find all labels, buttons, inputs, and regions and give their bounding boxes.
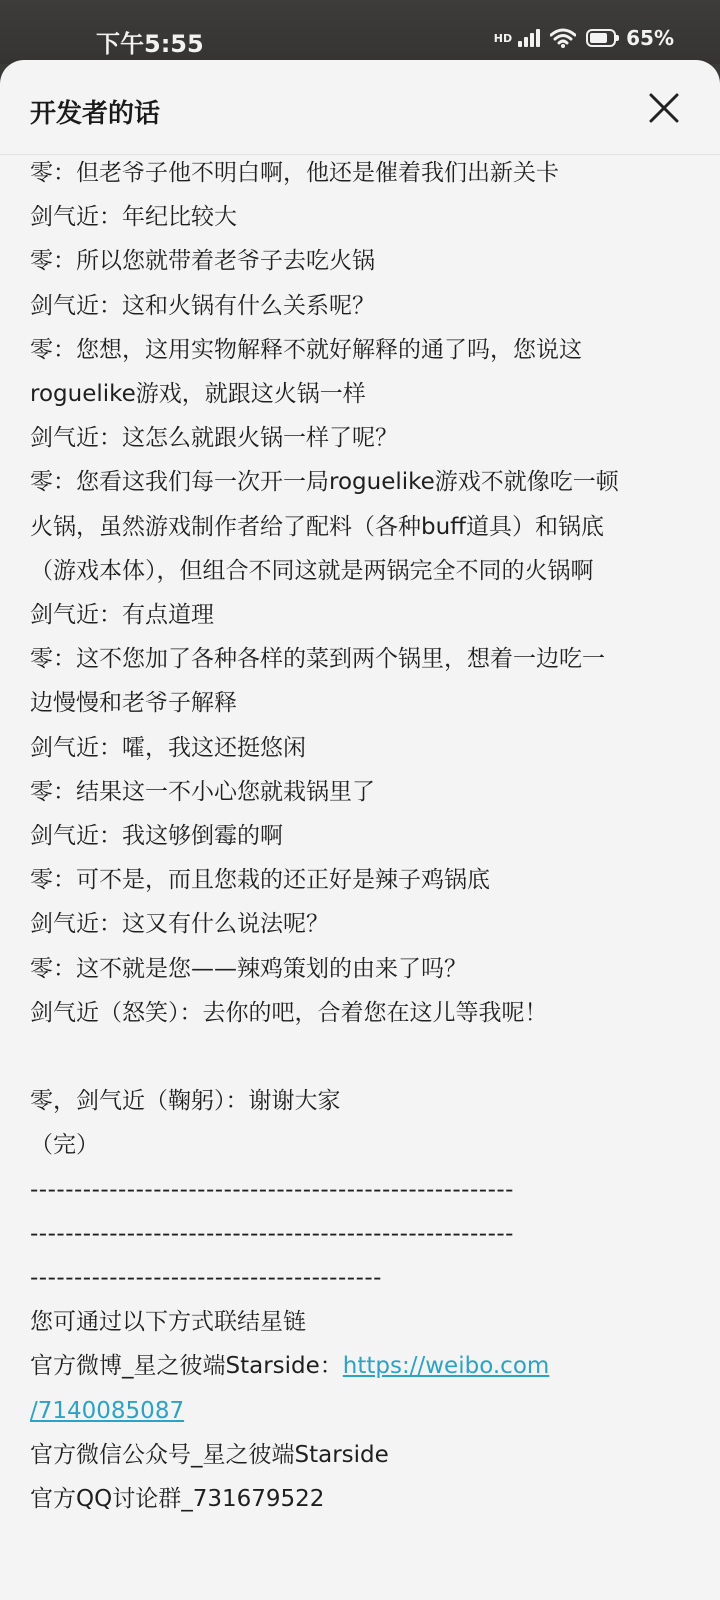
contact-intro: 您可通过以下方式联结星链: [30, 1309, 306, 1336]
dash-line: -------------------------------------------------------: [30, 1176, 514, 1203]
dialogue-line: 零，剑气近（鞠躬）：谢谢大家: [30, 1088, 341, 1115]
status-bar: [0, 0, 720, 64]
close-button[interactable]: [644, 88, 684, 128]
dialogue-line: 剑气近：这和火锅有什么关系呢？: [30, 292, 375, 319]
dialogue-line: 剑气近：这怎么就跟火锅一样了呢？: [30, 425, 398, 452]
dialogue-line: 剑气近：这又有什么说法呢？: [30, 911, 329, 938]
dialogue-line: 剑气近：有点道理: [30, 602, 214, 629]
dialogue-line: （游戏本体），但组合不同这就是两锅完全不同的火锅啊: [30, 557, 594, 584]
dash-line: ----------------------------------------: [30, 1265, 382, 1292]
wechat-info: 官方微信公众号_星之彼端Starside: [30, 1441, 389, 1468]
dialogue-line: 剑气近：嚯，我这还挺悠闲: [30, 734, 306, 761]
dialogue-line: 零：结果这一不小心您就栽锅里了: [30, 778, 375, 805]
dialogue-text: [30, 151, 700, 1168]
sheet-header: [0, 60, 720, 155]
wifi-icon: [550, 28, 576, 48]
dialogue-line: 零：可不是，而且您栽的还正好是辣子鸡锅底: [30, 867, 490, 894]
battery-icon: [586, 29, 616, 47]
dialogue-line: 零：这不您加了各种各样的菜到两个锅里，想着一边吃一: [30, 646, 605, 673]
hd-indicator: HD: [493, 31, 513, 45]
qq-group-info: 官方QQ讨论群_731679522: [30, 1486, 325, 1513]
dialogue-line: 剑气近（怒笑）：去你的吧，合着您在这儿等我呢！: [30, 999, 548, 1026]
dialogue-line: 剑气近：我这够倒霉的啊: [30, 823, 283, 850]
dialogue-line: （完）: [30, 1132, 99, 1159]
notes-content: [30, 151, 700, 1521]
weibo-label: 官方微博_星之彼端Starside：: [30, 1353, 343, 1380]
weibo-link[interactable]: https://weibo.com: [342, 1353, 550, 1380]
dialogue-line: 剑气近：年纪比较大: [30, 204, 237, 231]
status-icons: [494, 24, 674, 52]
divider-dashes: [30, 1168, 700, 1301]
dialogue-line: 零：您看这我们每一次开一局roguelike游戏不就像吃一顿: [30, 469, 619, 496]
signal-icon: [518, 29, 540, 47]
weibo-row: [30, 1344, 700, 1388]
sheet-title: 开发者的话: [30, 99, 161, 129]
dash-line: -------------------------------------------------------: [30, 1220, 514, 1247]
weibo-row-continued: [30, 1389, 700, 1433]
dialogue-line: 零：您想，这用实物解释不就好解释的通了吗，您说这: [30, 336, 582, 363]
dialogue-line: 零：这不就是您——辣鸡策划的由来了吗？: [30, 955, 467, 982]
dialogue-line: 零：所以您就带着老爷子去吃火锅: [30, 248, 375, 275]
dialogue-line: 零：但老爷子他不明白啊，他还是催着我们出新关卡: [30, 160, 559, 186]
weibo-link-continued[interactable]: /7140085087: [30, 1397, 185, 1424]
close-icon: [644, 88, 684, 128]
developer-notes-sheet: [0, 60, 720, 1600]
dialogue-line: roguelike游戏，就跟这火锅一样: [30, 381, 366, 408]
dialogue-line: 火锅，虽然游戏制作者给了配料（各种buff道具）和锅底: [30, 513, 605, 540]
status-time: 下午5:55: [96, 30, 204, 58]
battery-percent: 65%: [626, 26, 674, 50]
dialogue-line: [30, 1035, 700, 1079]
dialogue-line: 边慢慢和老爷子解释: [30, 690, 237, 717]
